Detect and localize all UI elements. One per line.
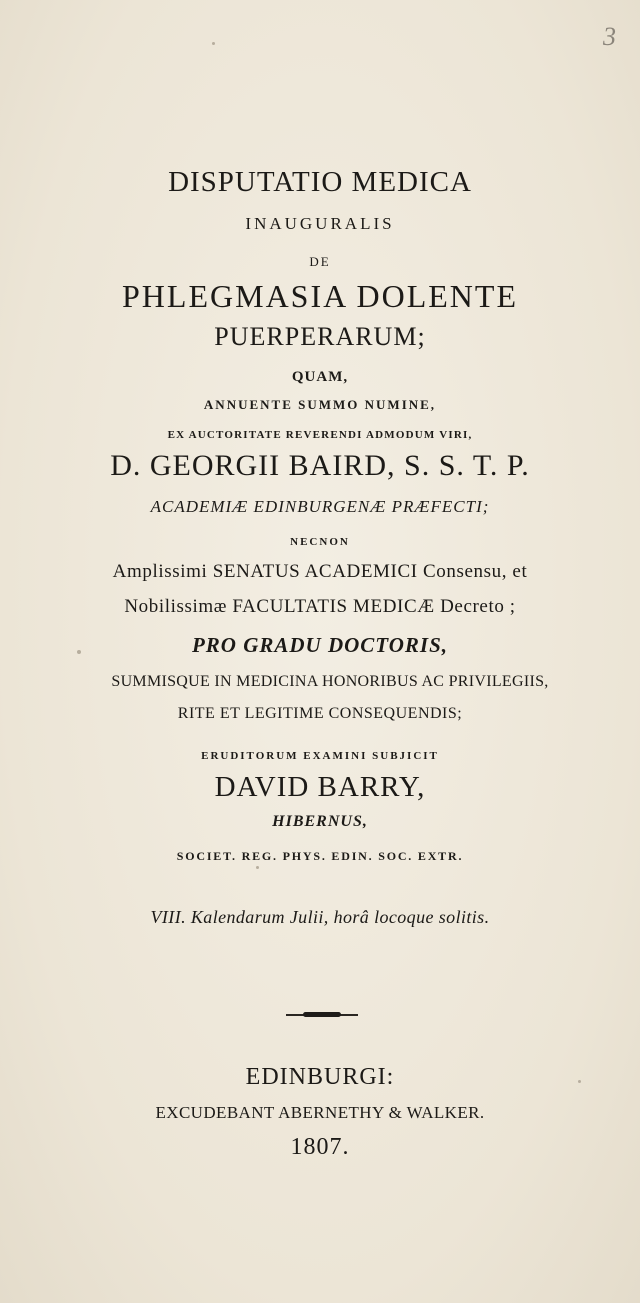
praefect-name: D. GEORGII BAIRD, S. S. T. P.	[110, 449, 530, 482]
author-origin: HIBERNUS,	[272, 813, 368, 830]
ex-auctoritate-line: EX AUCTORITATE REVERENDI ADMODUM VIRI,	[167, 429, 473, 441]
imprint-printers: EXCUDEBANT ABERNETHY & WALKER.	[155, 1103, 485, 1122]
imprint-city: EDINBURGI:	[245, 1064, 395, 1090]
paper-speck	[256, 866, 259, 869]
academiae-line: ACADEMIÆ EDINBURGENÆ PRÆFECTI;	[150, 497, 490, 516]
page-number: 3	[603, 22, 616, 51]
author-name: DAVID BARRY,	[214, 771, 426, 803]
summisque-line: SUMMISQUE IN MEDICINA HONORIBUS AC PRIVILEGIIS,	[111, 673, 549, 690]
society-line: SOCIET. REG. PHYS. EDIN. SOC. EXTR.	[176, 849, 464, 863]
pro-gradu-line: PRO GRADU DOCTORIS,	[191, 633, 449, 657]
title-line-de: DE	[309, 254, 331, 269]
title-line-disputatio: DISPUTATIO MEDICA	[168, 166, 472, 198]
paper-speck	[578, 1080, 581, 1083]
senatus-line: Amplissimi SENATUS ACADEMICI Consensu, et	[112, 561, 528, 582]
date-line: VIII. Kalendarum Julii, horâ locoque solitis.	[150, 907, 490, 927]
paper-speck	[77, 650, 81, 654]
eruditorum-line: ERUDITORUM EXAMINI SUBJICIT	[201, 750, 439, 762]
rite-line: RITE ET LEGITIME CONSEQUENDIS;	[177, 705, 463, 722]
facultatis-line: Nobilissimæ FACULTATIS MEDICÆ Decreto ;	[124, 596, 516, 617]
necnon-line: NECNON	[290, 536, 350, 548]
imprint-year: 1807.	[290, 1134, 350, 1160]
title-line-inauguralis: INAUGURALIS	[245, 214, 395, 233]
title-line-puerperarum: PUERPERARUM;	[214, 322, 426, 351]
paper-speck	[212, 42, 215, 45]
ornamental-rule-center	[303, 1012, 341, 1017]
quam-line: QUAM,	[291, 369, 349, 385]
title-line-phlegmasia: PHLEGMASIA DOLENTE	[122, 278, 518, 314]
annuente-line: ANNUENTE SUMMO NUMINE,	[203, 397, 437, 412]
